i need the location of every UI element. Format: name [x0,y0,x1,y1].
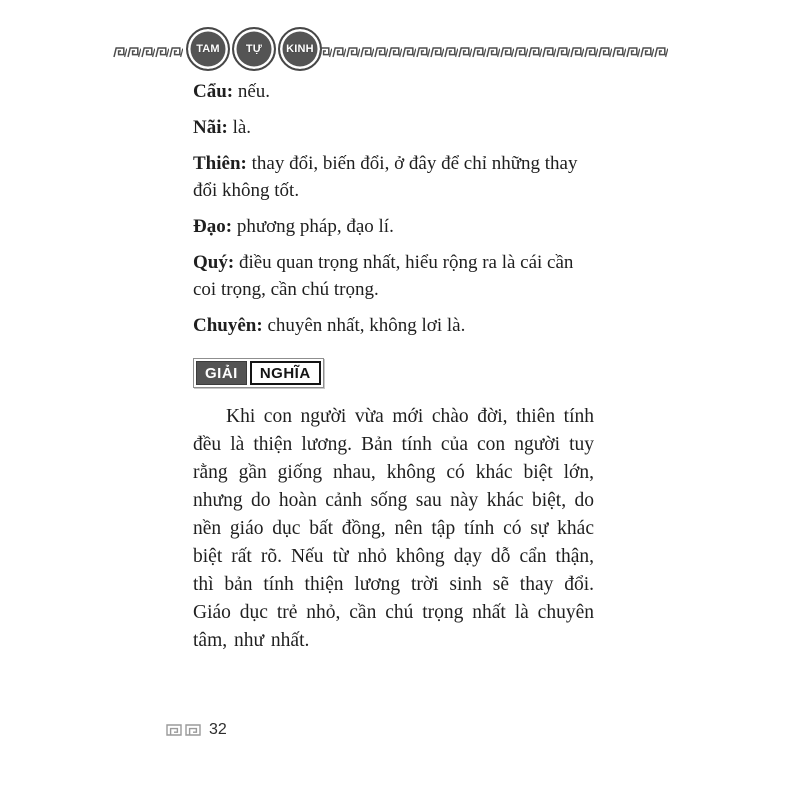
section-badge-word2: NGHĨA [250,361,321,385]
meander-unit-icon [169,45,183,60]
definition-term: Đạo: [193,216,233,237]
footer-meander-icon [166,724,182,736]
definition-meaning: điều quan trọng nhất, hiểu rộng ra là cái cần coi trọng, cần chú trọng. [193,252,574,300]
meander-unit-icon [155,45,169,60]
meander-unit-icon [360,45,374,60]
definition-term: Quý: [193,252,235,273]
meander-unit-icon [416,45,430,60]
definition-meaning: chuyên nhất, không lơi là. [267,315,466,336]
definition-item [193,249,594,303]
meander-unit-icon [570,45,584,60]
meander-unit-icon [514,45,528,60]
footer-meander-icon [185,724,201,736]
meander-unit-icon [388,45,402,60]
meander-unit-icon [626,45,640,60]
meander-unit-icon [127,45,141,60]
definition-item [193,114,594,141]
definition-item [193,312,594,339]
meander-unit-icon [500,45,514,60]
meander-unit-icon [113,45,127,60]
title-medallion-tu [232,27,276,71]
section-badge-row [193,358,594,388]
medallion-label: TỰ [245,43,263,55]
meander-unit-icon [458,45,472,60]
definition-term: Nãi: [193,117,228,138]
definition-meaning: phương pháp, đạo lí. [236,216,394,237]
title-medallion-kinh [278,27,322,71]
section-badge-word1: GIẢI [196,361,247,385]
definition-item [193,213,594,240]
meander-unit-icon [472,45,486,60]
meander-unit-icon [612,45,626,60]
explanation-paragraph: Khi con người vừa mới chào đời, thiên tính đều là thiện lương. Bản tính của con người tuy rằng gần giống nhau, không có khác biệt lớn, nhưng do hoàn cảnh sống sau này khác biệt, do nền giáo dục bất đồng, nên tập tính có sự khác biệt rất rõ. Nếu từ nhỏ không dạy dỗ cẩn thận, thì bản tính thiện lương trời sinh sẽ thay đổi. Giáo dục trẻ nhỏ, cần chú trọng nhất là chuyên tâm, như nhất. [193,406,594,651]
definition-item [193,78,594,105]
meander-unit-icon [141,45,155,60]
meander-unit-icon [598,45,612,60]
footer-meander-icons [166,724,201,736]
medallion-label: TAM [196,43,220,55]
meander-unit-icon [444,45,458,60]
definition-term: Thiên: [193,153,247,174]
meander-unit-icon [486,45,500,60]
meander-unit-icon [640,45,654,60]
meander-border-left [113,45,185,60]
definition-meaning: thay đổi, biến đổi, ở đây để chỉ những thay đổi không tốt. [193,153,578,201]
page-number: 32 [209,721,227,738]
page-content [193,78,594,675]
meander-unit-icon [528,45,542,60]
meander-unit-icon [430,45,444,60]
meander-unit-icon [374,45,388,60]
definition-term: Cẩu: [193,81,234,102]
section-badge-giai-nghia [193,358,324,388]
definition-term: Chuyên: [193,315,263,336]
meander-unit-icon [402,45,416,60]
page-footer [166,721,227,739]
meander-border-right [318,45,672,60]
meander-unit-icon [542,45,556,60]
meander-unit-icon [556,45,570,60]
meander-unit-icon [584,45,598,60]
definition-item [193,150,594,204]
title-medallion-tam [186,27,230,71]
meander-unit-icon [318,45,332,60]
meander-unit-icon [654,45,668,60]
definition-meaning: là. [232,117,252,138]
meander-unit-icon [346,45,360,60]
medallion-label: KINH [286,43,314,55]
title-medallions [186,27,322,71]
meander-unit-icon [332,45,346,60]
definition-meaning: nếu. [237,81,271,102]
